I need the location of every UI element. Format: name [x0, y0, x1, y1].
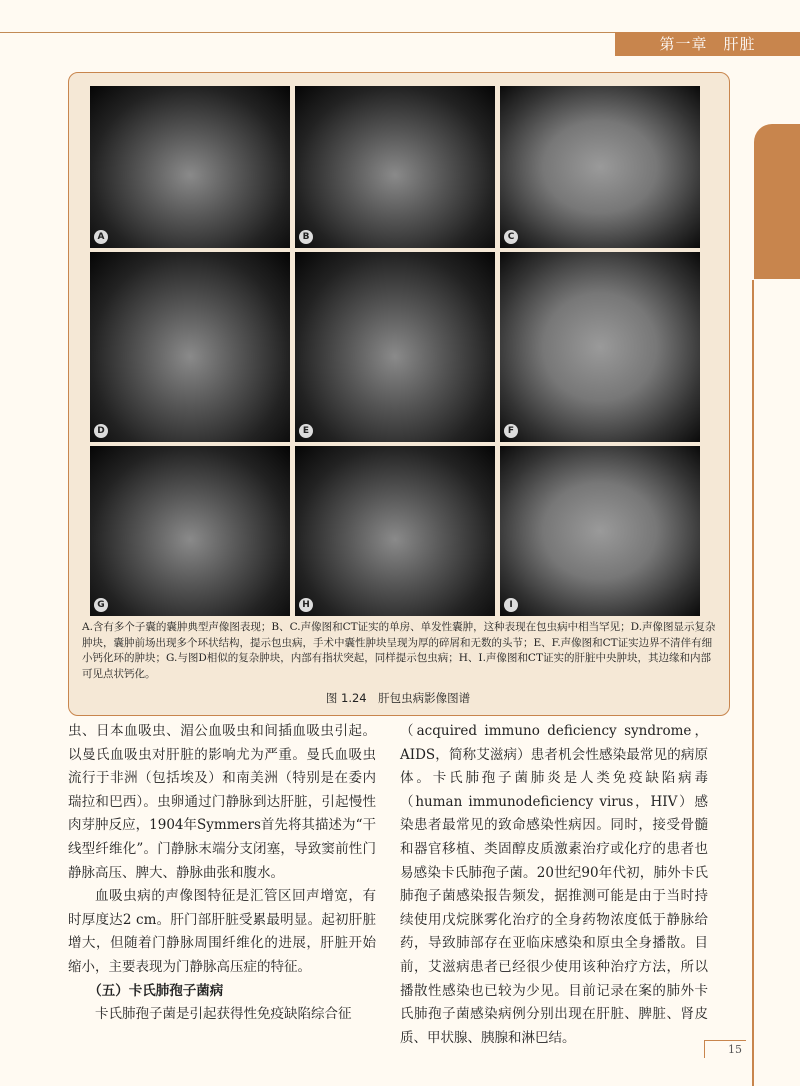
image-panel-d — [90, 252, 290, 442]
panel-label: B — [299, 230, 313, 244]
left-column — [68, 720, 376, 1027]
image-panel-g — [90, 446, 290, 616]
paragraph: 血吸虫病的声像图特征是汇管区回声增宽，有时厚度达2 cm。肝门部肝脏受累最明显。起初肝脏增大，但随着门静脉周围纤维化的进展，肝脏开始缩小，主要表现为门静脉高压症的特征。 — [68, 888, 376, 975]
image-panel-a — [90, 86, 290, 248]
image-panel-h — [295, 446, 495, 616]
image-panel-c — [500, 86, 700, 248]
image-panel-e — [295, 252, 495, 442]
section-heading: （五）卡氏肺孢子菌病 — [88, 982, 224, 999]
paragraph: （acquired immuno deficiency syndrome，AIDS，简称艾滋病）患者机会性感染最常见的病原体。卡氏肺孢子菌肺炎是人类免疫缺陷病毒（human immunodeficiency virus，HIV）感染患者最常见的致命感染性病因。同时，接受骨髓和器官移植、类固醇皮质激素治疗或化疗的患者也易感染卡氏肺孢子菌。20世纪90年代初，肺外卡氏肺孢子菌感染报告频发，据推测可能是由于当时持续使用戊烷脒雾化治疗的全身药物浓度低于静脉给药，导致肺部存在亚临床感染和原虫全身播散。目前，艾滋病患者已经很少使用该种治疗方法，所以播散性感染也已较为少见。目前记录在案的肺外卡氏肺孢子菌感染病例分别出现在肝脏、脾脏、肾皮质、甲状腺、胰腺和淋巴结。 — [400, 723, 708, 1046]
figure-label: 图 1.24 肝包虫病影像图谱 — [325, 691, 471, 705]
paragraph: 虫、日本血吸虫、湄公血吸虫和间插血吸虫引起。以曼氏血吸虫对肝脏的影响尤为严重。曼氏血吸虫流行于非洲（包括埃及）和南美洲（特别是在委内瑞拉和巴西）。虫卵通过门静脉到达肝脏，引起慢性肉芽肿反应，1904年Symmers首先将其描述为“干线型纤维化”。门静脉末端分支闭塞，导致窦前性门静脉高压、脾大、静脉曲张和腹水。 — [68, 723, 376, 881]
right-column — [400, 720, 708, 1050]
image-panel-b — [295, 86, 495, 248]
image-panel-f — [500, 252, 700, 442]
figure-caption: A.含有多个子囊的囊肿典型声像图表现；B、C.声像图和CT证实的单房、单发性囊肿，这种表现在包虫病中相当罕见；D.声像图显示复杂肿块，囊肿前场出现多个环状结构，提示包虫病，手术中囊性肿块呈现为厚的碎屑和无数的头节；E、F.声像图和CT证实边界不清伴有细小钙化环的肿块；G.与图D相似的复杂肿块，内部有指状突起，同样提示包虫病；H、I.声像图和CT证实的肝脏中央肿块，其边缘和内部可见点状钙化。 — [82, 621, 716, 680]
side-tab-decoration — [754, 124, 800, 279]
image-panel-i — [500, 446, 700, 616]
panel-label: D — [94, 424, 108, 438]
panel-label: C — [504, 230, 518, 244]
margin-rule — [752, 280, 754, 1086]
paragraph: 卡氏肺孢子菌是引起获得性免疫缺陷综合征 — [95, 1006, 352, 1023]
panel-label: H — [299, 598, 313, 612]
panel-label: G — [94, 598, 108, 612]
panel-label: A — [94, 230, 108, 244]
panel-label: E — [299, 424, 313, 438]
chapter-header: 第一章 肝脏 — [615, 32, 800, 56]
panel-label: I — [504, 598, 518, 612]
page-number: 15 — [704, 1040, 746, 1058]
panel-label: F — [504, 424, 518, 438]
